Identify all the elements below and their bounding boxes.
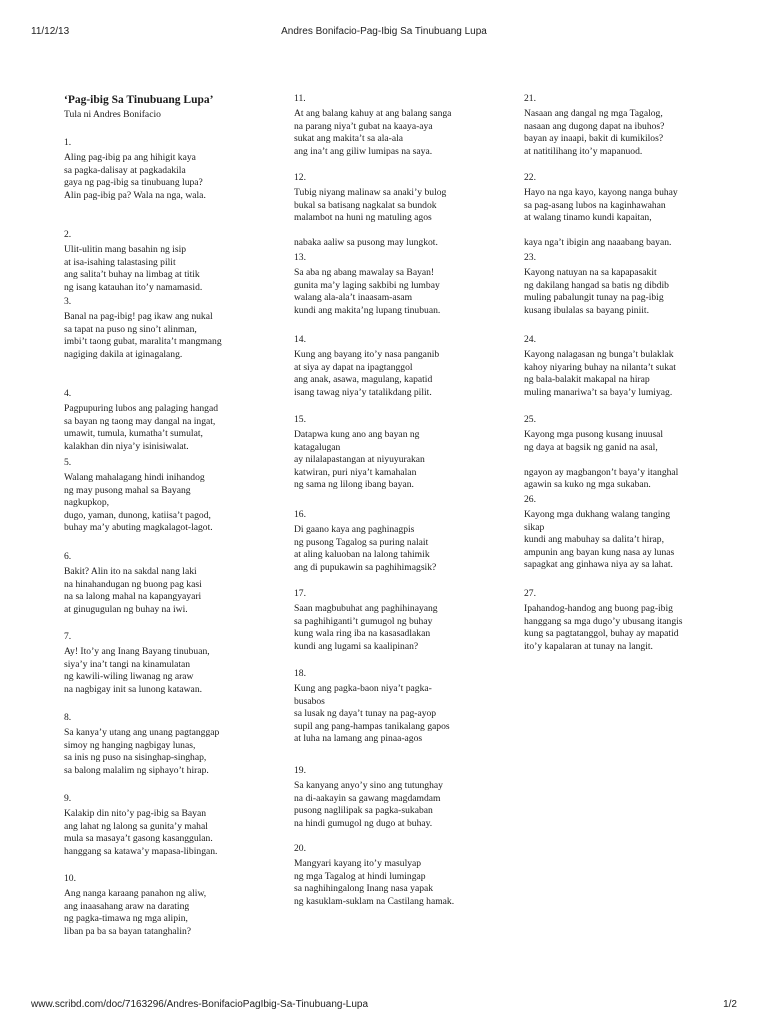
stanza-line: sa pag-asang lubos na kaginhawahan: [524, 199, 666, 211]
stanza-line: ng pusong Tagalog sa puring nalait: [294, 536, 429, 548]
footer-page-number: 1/2: [723, 999, 737, 1010]
stanza-line: na hindi gumugol ng dugo at buhay.: [294, 817, 433, 829]
stanza-line: isang tawag niya’y tatalikdang pilit.: [294, 386, 432, 398]
stanza-line: ang inaasahang araw na darating: [64, 900, 190, 912]
stanza-line: kung sa pagtatanggol, buhay ay mapatid: [524, 628, 679, 640]
stanza-line: ng dakilang hangad sa batis ng dibdib: [524, 279, 669, 291]
stanza-number: 20.: [294, 843, 306, 854]
stanza-number: 14.: [294, 334, 306, 345]
stanza-number: 8.: [64, 712, 72, 723]
stanza: [294, 509, 514, 574]
stanza-line: Hayo na nga kayo, kayong nanga buhay: [524, 187, 678, 199]
stanza-line: Kayong mga pusong kusang inuusal: [524, 429, 664, 441]
stanza: [294, 668, 514, 745]
stanza-number: 17.: [294, 588, 306, 599]
stanza-line: katwiran, puri niya’t kamahalan: [294, 466, 417, 478]
stanza-line: Pagpupuring lubos ang palaging hangad: [64, 403, 219, 415]
stanza: [64, 229, 284, 294]
stanza-line: hanggang sa katawa’y mapasa-libingan.: [64, 845, 218, 857]
stanza-line: malambot na huni ng matuling agos: [294, 212, 432, 224]
stanza: [64, 551, 284, 616]
stanza-line: agawin sa kuko ng mga sukaban.: [524, 479, 651, 491]
stanza-number: 6.: [64, 551, 72, 562]
stanza-number: 2.: [64, 229, 72, 240]
stanza-line: kundi ang lugami sa kaalipinan?: [294, 640, 419, 652]
stanza-line: muling pabalungit tunay na pag-ibig: [524, 292, 664, 304]
footer-url[interactable]: www.scribd.com/doc/7163296/Andres-BonifacioPagIbig-Sa-Tinubuang-Lupa: [31, 999, 369, 1010]
stanza-line: kundi ang mabuhay sa dalita’t hirap,: [524, 534, 664, 546]
stanza-line: Ulit-ulitin mang basahin ng isip: [64, 244, 187, 256]
stanza-line: Alin pag-ibig pa? Wala na nga, wala.: [64, 189, 206, 201]
stanza-line: Kung ang bayang ito’y nasa panganib: [294, 349, 440, 361]
stanza-line: Sa kanyang anyo’y sino ang tutunghay: [294, 780, 443, 792]
stanza-line: Tubig niyang malinaw sa anaki’y bulog: [294, 187, 447, 199]
stanza-line: nabaka aaliw sa pusong may lungkot.: [294, 237, 438, 249]
stanza-line: katagalugan: [294, 441, 341, 453]
stanza-line: Ipahandog-handog ang buong pag-ibig: [524, 603, 673, 615]
stanza-line: at luha na lamang ang pinaa-agos: [294, 733, 423, 745]
stanza-line: ng may pusong mahal sa Bayang: [64, 484, 191, 496]
stanza-line: bukal sa batisang nagkalat sa bundok: [294, 199, 437, 211]
stanza-line: Kayong mga dukhang walang tanging: [524, 509, 671, 521]
stanza: [524, 588, 744, 653]
stanza-line: Sa kanya’y utang ang unang pagtanggap: [64, 727, 220, 739]
stanza-line: kundi ang makita’ng lupang tinubuan.: [294, 304, 441, 316]
stanza: [524, 494, 744, 571]
stanza-line: supil ang pang-hampas tanikalang gapos: [294, 720, 450, 732]
stanza: [64, 631, 284, 696]
stanza-number: 25.: [524, 414, 536, 425]
stanza-line: ang di pupukawin sa paghihimagsik?: [294, 561, 437, 573]
stanza-number: 13.: [294, 252, 306, 263]
stanza: [294, 252, 514, 317]
stanza-line: sa tapat na puso ng sino’t alinman,: [64, 323, 197, 335]
stanza-line: ngayon ay magbangon’t baya’y itanghal: [524, 466, 679, 478]
stanza-line: ng isang katauhan ito’y namamasid.: [64, 281, 203, 293]
stanza-line: na hinahandugan ng buong pag kasi: [64, 578, 202, 590]
stanza-number: 4.: [64, 388, 72, 399]
stanza-line: liban pa ba sa bayan tatanghalin?: [64, 925, 192, 937]
stanza-line: sikap: [524, 521, 545, 533]
stanza-number: 3.: [64, 296, 72, 307]
stanza-line: ang lahat ng lalong sa gunita’y mahal: [64, 820, 208, 832]
stanza-line: ang salita’t buhay na limbag at titik: [64, 269, 200, 281]
stanza-line: Aling pag-ibig pa ang hihigit kaya: [64, 152, 196, 164]
header-title: Andres Bonifacio-Pag-Ibig Sa Tinubuang Lupa: [281, 26, 487, 37]
stanza: [64, 388, 284, 453]
page-header: [0, 26, 768, 40]
stanza-number: 15.: [294, 414, 306, 425]
stanza-line: Nasaan ang dangal ng mga Tagalog,: [524, 108, 663, 120]
stanza: [64, 712, 284, 777]
stanza-line: buhay ma’y abuting magkalagot-lagot.: [64, 522, 213, 534]
stanza-line: sukat ang makita’t sa ala-ala: [294, 133, 404, 145]
stanza-line: sa pagka-dalisay at pagkadakila: [64, 164, 186, 176]
stanza-line: [524, 454, 744, 466]
stanza-line: ito’y kapalaran at tunay na langit.: [524, 640, 653, 652]
stanza-line: siya’y ina’t tangi na kinamulatan: [64, 658, 191, 670]
stanza-line: hanggang sa mga dugo’y ubusang itangis: [524, 615, 683, 627]
stanza-line: sa lusak ng daya’t tunay na pag-ayop: [294, 708, 437, 720]
stanza-line: at walang tinamo kundi kapaitan,: [524, 212, 652, 224]
stanza-line: nagkupkop,: [64, 497, 110, 509]
stanza-line: ng kawili-wiling liwanag ng araw: [64, 671, 194, 683]
stanza-line: ay nilalapastangan at niyuyurakan: [294, 454, 425, 466]
stanza-line: sa balong malalim ng siphayo’t hirap.: [64, 764, 209, 776]
stanza-line: gaya ng pag-ibig sa tinubuang lupa?: [64, 177, 203, 189]
stanza: [64, 793, 284, 858]
stanza-line: nasaan ang dugong dapat na ibuhos?: [524, 120, 665, 132]
stanza-line: na sa lalong mahal na kapangyayari: [64, 591, 202, 603]
stanza: [294, 334, 514, 399]
stanza-line: ng pagka-timawa ng mga alipin,: [64, 913, 188, 925]
stanza-line: sa inis ng puso na sisinghap-singhap,: [64, 752, 207, 764]
stanza: [524, 334, 744, 399]
poem-title: ‘Pag-ibig Sa Tinubuang Lupa’: [64, 94, 214, 106]
stanza-line: ampunin ang bayan kung nasa ay lunas: [524, 546, 675, 558]
stanza-line: Banal na pag-ibig! pag ikaw ang nukal: [64, 311, 213, 323]
stanza-number: 27.: [524, 588, 536, 599]
stanza: [64, 296, 284, 361]
stanza-line: imbi’t taong gubat, maralita’t mangmang: [64, 336, 222, 348]
stanza-line: sapagkat ang ginhawa niya ay sa lahat.: [524, 559, 673, 571]
stanza-number: 16.: [294, 509, 306, 520]
stanza-line: sa bayan ng taong may dangal na ingat,: [64, 415, 216, 427]
stanza: [64, 873, 284, 938]
stanza-line: dugo, yaman, dunong, katiisa’t pagod,: [64, 509, 211, 521]
stanza-line: kahoy niyaring buhay na nilanta’t sukat: [524, 361, 676, 373]
stanza-number: 19.: [294, 765, 306, 776]
stanza-line: Saan magbubuhat ang paghihinayang: [294, 603, 438, 615]
stanza-line: Kalakip din nito’y pag-ibig sa Bayan: [64, 808, 207, 820]
stanza-line: ng daya at bagsik ng ganid na asal,: [524, 441, 658, 453]
stanza-line: na di-aakayin sa gawang magdamdam: [294, 792, 441, 804]
stanza-line: Ang nanga karaang panahon ng aliw,: [64, 888, 207, 900]
stanza-line: ng sama ng lilong ibang bayan.: [294, 479, 414, 491]
stanza-line: at ginugugulan ng buhay na iwi.: [64, 603, 188, 615]
stanza-number: 9.: [64, 793, 72, 804]
stanza-line: at siya ay dapat na ipagtanggol: [294, 361, 413, 373]
stanza-line: ng kasuklam-suklam na Castilang hamak.: [294, 895, 455, 907]
stanza-line: Mangyari kayang ito’y masulyap: [294, 858, 422, 870]
stanza-line: na nagbigay init sa lunong katawan.: [64, 683, 203, 695]
stanza-number: 10.: [64, 873, 76, 884]
stanza-number: 11.: [294, 93, 306, 104]
stanza-line: [294, 225, 514, 237]
stanza-line: walang ala-ala’t inaasam-asam: [294, 292, 413, 304]
stanza-number: 1.: [64, 137, 72, 148]
stanza-line: Kayong nalagasan ng bunga’t bulaklak: [524, 349, 674, 361]
stanza-line: sa naghihingalong Inang nasa yapak: [294, 883, 434, 895]
stanza-line: Kung ang pagka-baon niya’t pagka-: [294, 683, 432, 695]
stanza: [294, 172, 514, 249]
stanza-number: 21.: [524, 93, 536, 104]
stanza-number: 5.: [64, 457, 72, 468]
stanza-line: busabos: [294, 695, 325, 707]
stanza-number: 23.: [524, 252, 536, 263]
poem-author: Tula ni Andres Bonifacio: [64, 109, 161, 120]
stanza-line: ng mga Tagalog at hindi lumingap: [294, 870, 426, 882]
stanza-line: ng bala-balakit makapal na hirap: [524, 374, 650, 386]
stanza-line: gunita ma’y laging sakbibi ng lumbay: [294, 279, 440, 291]
stanza-line: ang ina’t ang giliw lumipas na saya.: [294, 145, 433, 157]
stanza-line: [524, 225, 744, 237]
stanza-number: 24.: [524, 334, 536, 345]
stanza-line: Sa aba ng abang mawalay sa Bayan!: [294, 267, 435, 279]
stanza-line: Di gaano kaya ang paghinagpis: [294, 524, 415, 536]
stanza-number: 26.: [524, 494, 536, 505]
stanza-line: Kayong natuyan na sa kapapasakit: [524, 267, 657, 279]
stanza-line: na parang niya’t gubat na kaaya-aya: [294, 120, 433, 132]
stanza-line: umawit, tumula, kumatha’t sumulat,: [64, 428, 203, 440]
stanza-number: 22.: [524, 172, 536, 183]
stanza-line: at natitilihang ito’y mapanuod.: [524, 145, 643, 157]
stanza: [294, 843, 514, 908]
stanza: [294, 765, 514, 830]
stanza-line: kaya nga’t ibigin ang naaabang bayan.: [524, 237, 672, 249]
stanza-line: pusong naglilipak sa pagka-sukaban: [294, 805, 433, 817]
stanza-number: 7.: [64, 631, 72, 642]
stanza-number: 12.: [294, 172, 306, 183]
page-footer: [0, 999, 768, 1013]
stanza-line: at isa-isahing talastasing pilit: [64, 256, 176, 268]
stanza: [524, 93, 744, 158]
stanza-line: Walang mahalagang hindi inihandog: [64, 472, 205, 484]
stanza: [64, 137, 284, 202]
stanza-line: sa paghihiganti’t gumugol ng buhay: [294, 615, 433, 627]
stanza-line: At ang balang kahuy at ang balang sanga: [294, 108, 452, 120]
stanza-line: kalakhan din niya’y isinisiwalat.: [64, 440, 189, 452]
stanza-line: kusang ibulalas sa bayang piniit.: [524, 304, 649, 316]
header-date: 11/12/13: [31, 26, 70, 37]
stanza-number: 18.: [294, 668, 306, 679]
stanza: [524, 172, 744, 249]
stanza: [524, 414, 744, 491]
stanza-line: bayan ay inaapi, bakit di kumikilos?: [524, 133, 664, 145]
stanza: [294, 588, 514, 653]
stanza-line: Bakit? Alin ito na sakdal nang laki: [64, 566, 197, 578]
stanza-line: simoy ng hanging nagbigay lunas,: [64, 739, 196, 751]
stanza-line: muling manariwa’t sa baya’y lumiyag.: [524, 386, 673, 398]
stanza: [524, 252, 744, 317]
stanza-line: mula sa masaya’t gasong kasanggulan.: [64, 833, 213, 845]
stanza-line: kung wala ring iba na kasasadlakan: [294, 628, 431, 640]
stanza-line: Datapwa kung ano ang bayan ng: [294, 429, 420, 441]
stanza-line: nagiging dakila at iginagalang.: [64, 348, 183, 360]
stanza-line: Ay! Ito’y ang Inang Bayang tinubuan,: [64, 646, 210, 658]
stanza: [294, 414, 514, 491]
stanza-line: ang anak, asawa, magulang, kapatid: [294, 374, 433, 386]
stanza: [294, 93, 514, 158]
stanza-line: at aling kaluoban na lalong tahimik: [294, 549, 430, 561]
stanza: [64, 457, 284, 534]
